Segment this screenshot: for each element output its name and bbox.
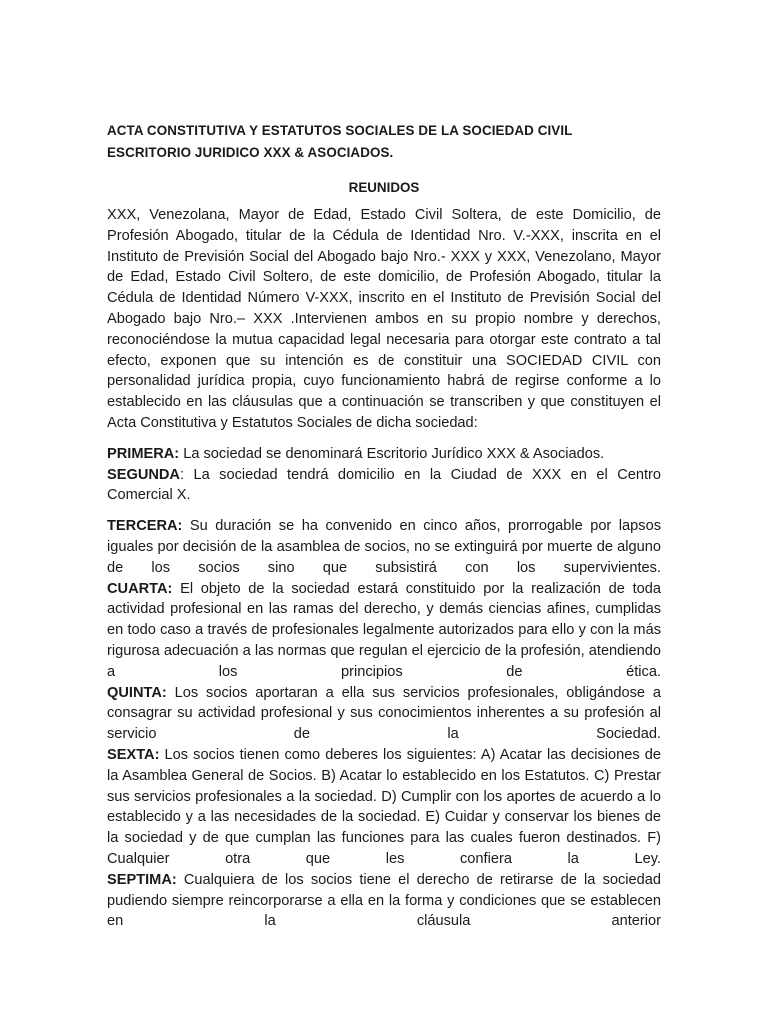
clause-label: SEPTIMA: xyxy=(107,871,177,888)
clause-primera xyxy=(107,444,661,506)
clause-text: Los socios tienen como deberes los siguientes: A) Acatar las decisiones de la Asamblea General de Socios. B) Acatar lo establecido en los Estatutos. C) Prestar sus servicios profesionales a la sociedad. D) Cumplir con los aportes de acuerdo a lo establecido y a las necesidades de la sociedad. E) Cuidar y conservar los bienes de la sociedad y de que cumplan las funciones para las cuales fueron destinados. F) Cualquier otra que les confiera la Ley. xyxy=(107,746,661,867)
clause-label: CUARTA: xyxy=(107,580,173,597)
intro-paragraph: XXX, Venezolana, Mayor de Edad, Estado Civil Soltera, de este Domicilio, de Profesión Abogado, titular de la Cédula de Identidad Nro. V.-XXX, inscrita en el Instituto de Previsión Social del Abogado bajo Nro.- XXX y XXX, Venezolano, Mayor de Edad, Estado Civil Soltero, de este domicilio, de Profesión Abogado, titular la Cédula de Identidad Número V-XXX, inscrito en el Instituto de Previsión Social del Abogado bajo Nro.– XXX .Intervienen ambos en su propio nombre y derechos, reconociéndose la mutua capacidad legal necesaria para otorgar este contrato a tal efecto, exponen que su intención es de constituir una SOCIEDAD CIVIL con personalidad jurídica propia, cuyo funcionamiento habrá de regirse conforme a lo establecido en las cláusulas que a continuación se transcriben y que constituyen el Acta Constitutiva y Estatutos Sociales de dicha sociedad: xyxy=(107,207,661,431)
clause-text: Cualquiera de los socios tiene el derecho de retirarse de la sociedad pudiendo siempre reincorporarse a ella en la forma y condiciones que se establecen en la cláusula anterior xyxy=(107,871,661,930)
clause-text: El objeto de la sociedad estará constituido por la realización de toda actividad profesional en las ramas del derecho, y demás ciencias afines, cumplidas en todo caso a través de profesionales legalmente autorizados para ello y con la más rigurosa adecuación a las normas que regulan el ejercicio de la profesión, atendiendo a los principios de ética. xyxy=(107,580,661,680)
clauses-block xyxy=(107,516,661,932)
clause-text: Los socios aportaran a ella sus servicios profesionales, obligándose a consagrar su actividad profesional y sus conocimientos inherentes a su profesión al servicio de la Sociedad. xyxy=(107,684,661,743)
clause-label: SEGUNDA xyxy=(107,466,180,483)
document-body xyxy=(107,120,661,932)
clause-label: SEXTA: xyxy=(107,746,160,763)
document-title-line-2: ESCRITORIO JURIDICO XXX & ASOCIADOS. xyxy=(107,145,394,160)
clause-label: QUINTA: xyxy=(107,684,167,701)
clause-label: TERCERA: xyxy=(107,518,183,535)
document-title-line-1: ACTA CONSTITUTIVA Y ESTATUTOS SOCIALES DE LA SOCIEDAD CIVIL xyxy=(107,123,573,138)
clause-text: Su duración se ha convenido en cinco años, prorrogable por lapsos iguales por decisión de la asamblea de socios, no se extinguirá por muerte de alguno de los socios sino que subsistirá con los supervivientes. xyxy=(107,518,661,576)
clause-label: PRIMERA: xyxy=(107,445,180,462)
section-heading: REUNIDOS xyxy=(348,180,420,195)
clause-text: : La sociedad tendrá domicilio en la Ciudad de XXX en el Centro Comercial X. xyxy=(107,466,661,504)
clause-text: La sociedad se denominará Escritorio Jurídico XXX & Asociados. xyxy=(179,445,605,462)
